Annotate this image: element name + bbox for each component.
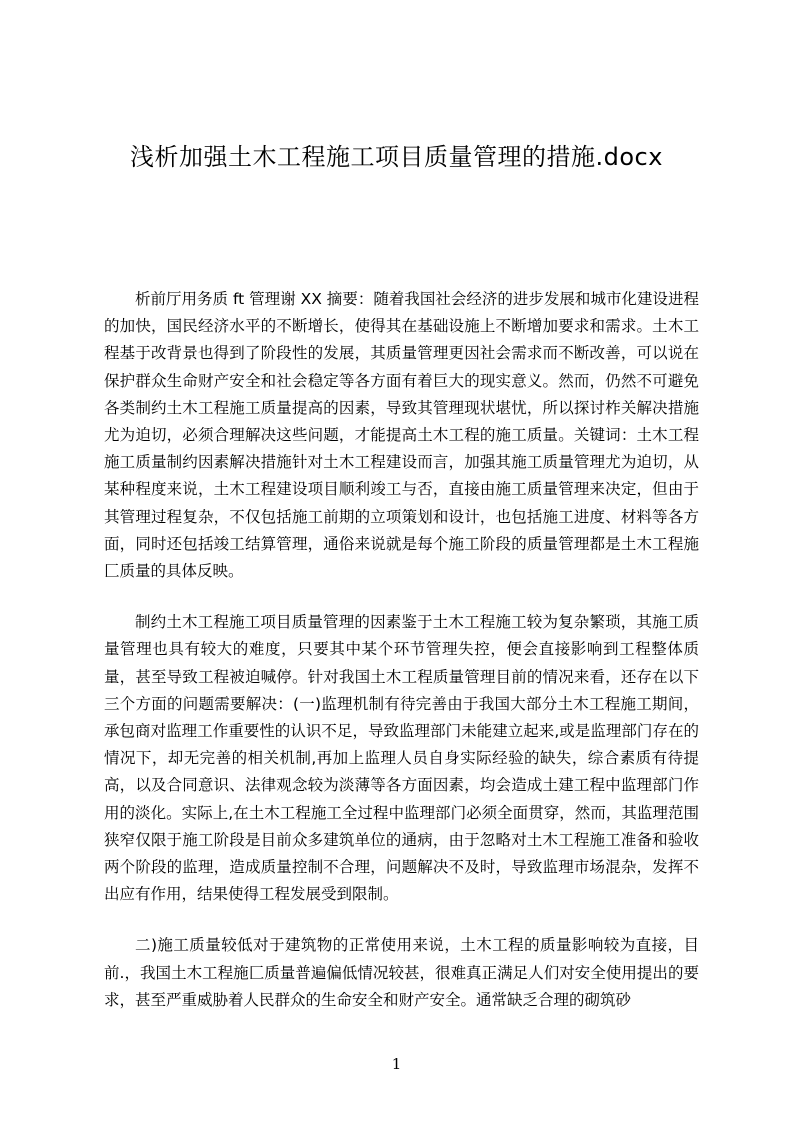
paragraph-abstract: 析前厅用务质 ft 管理谢 XX 摘要：随着我国社会经济的进步发展和城市化建设进程的加快，国民经济水平的不断增长，使得其在基础设施上不断增加要求和需求。土木工程基于改背景也得到了阶段性的发展，其质量管理更因社会需求而不断改善，可以说在保护群众生命财产安全和社会稳定等各方面有着巨大的现实意义。然而，仍然不可避免各类制约土木工程施工质量提高的因素，导致其管理现状堪忧，所以探讨柞关解决措施尤为迫切，必须合理解决这些问题，才能提高土木工程的施工质量。关键词：土木工程施工质量制约因素解决措施针对土木工程建设而言，加强其施工质量管理尤为迫切，从某种程度来说，土木工程建设项目顺利竣工与否，直接由施工质量管理来决定，但由于其管理过程复杂，不仅包括施工前期的立项策划和设计，也包括施工进度、材料等各方面，同时还包括竣工结算管理，通俗来说就是每个施工阶段的质量管理都是土木工程施匚质量的具体反映。 (104, 290, 699, 581)
document-body (104, 286, 699, 1038)
page-number: 1 (391, 1055, 402, 1073)
paragraph-factors: 制约土木工程施工项目质量管理的因素鉴于土木工程施工较为复杂繁琐，其施工质量管理也具有较大的难度，只要其中某个环节管理失控，便会直接影响到工程整体质量，甚至导致工程被迫喊停。针对我国土木工程质量管理目前的情况来看，还存在以下三个方面的问题需要解决：(一)监理机制有待完善由于我国大部分土木工程施工期间，承包商对监理工作重要性的认识不足，导致监理部门未能建立起来,或是监理部门存在的情况下，却无完善的相关机制,再加上监理人员自身实际经验的缺失，综合素质有待提高，以及合同意识、法律观念较为淡薄等各方面因素，均会造成土建工程中监理部门作用的淡化。实际上,在土木工程施工全过程中监理部门必须全面贯穿，然而，其监理范围狭窄仅限于施工阶段是目前众多建筑单位的通病，由于忽略对土木工程施工准备和验收两个阶段的监理，造成质量控制不合理，问题解决不及时，导致监理市场混杂，发挥不出应有作用，结果使得工程发展受到限制。 (104, 613, 699, 904)
paragraph-quality: 二)施工质量较低对于建筑物的正常使用来说，土木工程的质量影响较为直接，目前.，我国土木工程施匚质量普遍偏低情况较甚，很难真正满足人们对安全使用提出的要求，甚至严重威胁着人民群众的生命安全和财产安全。通常缺乏合理的砌筑砂 (104, 936, 699, 1009)
document-title: 浅析加强土木工程施工项目质量管理的措施.docx (130, 143, 663, 171)
